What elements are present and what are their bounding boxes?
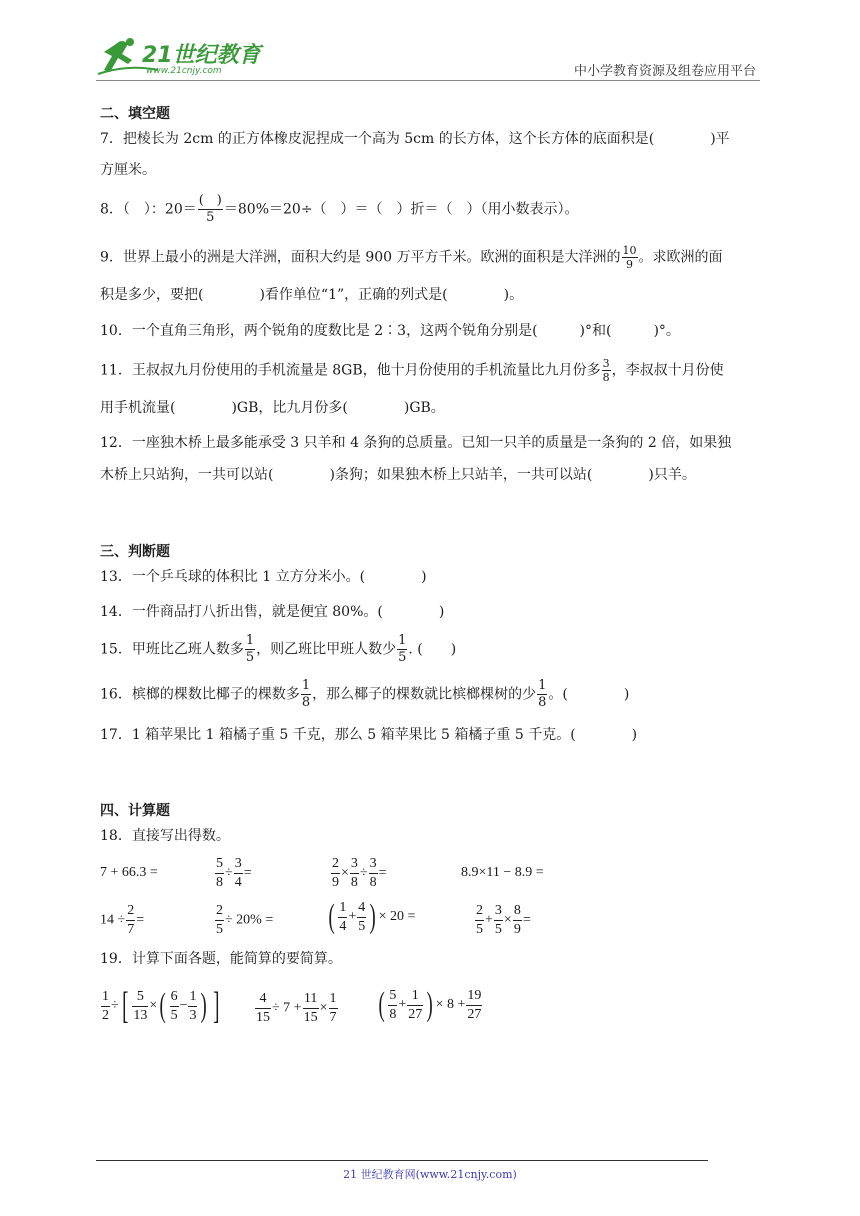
q19-e3-n1: 5 <box>388 987 397 1006</box>
q9-num: 10 <box>622 244 637 257</box>
q18-e8-op1: + <box>485 912 493 928</box>
logo-url: www.21cnjy.com <box>146 66 222 76</box>
q19-e3-n3: 19 <box>466 987 482 1006</box>
q18-e8-op2: × <box>503 912 512 928</box>
logo-text: 21世纪教育 <box>142 43 261 68</box>
q13: 13．一个乒乓球的体积比 1 立方分米小。( ) <box>100 569 427 585</box>
q15-part-b: ，则乙班比甲班人数少 <box>256 641 397 658</box>
q15-part-c: . ( ) <box>408 641 457 658</box>
q19-e3-frac-2 <box>407 987 423 1024</box>
q18-e2-eq: = <box>243 865 252 881</box>
q18-expr-5 <box>100 902 144 939</box>
q18-e8-d1: 5 <box>476 922 483 937</box>
q18-e8-n3: 8 <box>513 902 522 921</box>
left-paren: ( <box>328 898 335 935</box>
q15-den-2: 5 <box>398 650 407 665</box>
q18-e2-op: ÷ <box>225 865 233 881</box>
section-fill-title: 二、填空题 <box>100 106 170 122</box>
q18-expr-7: ( $\frac{1}{4}$ + $\frac{4}{5}$ ) × 20 = <box>328 898 416 935</box>
site-logo[interactable] <box>96 34 261 80</box>
q18-e5-d: 7 <box>127 922 135 937</box>
q18-e7-frac-1 <box>338 899 347 936</box>
q16-part-c: 。( ) <box>548 686 630 703</box>
q19-e3-frac-1 <box>388 987 397 1024</box>
q18-e3-frac-1 <box>331 855 340 892</box>
q11-part-a: 11．王叔叔九月份使用的手机流量是 8GB，他十月份使用的手机流量比九月份多 <box>100 362 601 379</box>
q19-e2-frac-1 <box>255 990 271 1027</box>
q15 <box>100 633 456 666</box>
q19-e1-frac-1 <box>101 988 110 1025</box>
q19-e2-d2: 15 <box>303 1010 318 1025</box>
q19-expr-1: $\frac{1}{2}$ ÷[ $\frac{5}{13}$ ×( $\frac{6}{5}$ − $\frac{1}{3}$ ) ] <box>102 985 220 1027</box>
q18-expr-4: 8.9×11 − 8.9 = <box>461 865 544 880</box>
q19-e1-frac-3 <box>170 988 179 1025</box>
q19-e1-d3: 5 <box>170 1007 178 1023</box>
q19-expr-2: $\frac{4}{15}$ ÷ 7 + $\frac{11}{15}$ × $\frac{1}{7}$ <box>256 991 337 1025</box>
q18-e6-n: 2 <box>215 902 224 921</box>
q8-den: 5 <box>206 210 215 225</box>
q18-e3-frac-3 <box>369 855 378 892</box>
q19-e3-d3: 27 <box>467 1006 482 1022</box>
q8-part-b: ＝80%＝20÷（ ）＝（ ）折＝（ ）（用小数表示）。 <box>223 201 579 218</box>
q8-part-a: 8．（ ）：20＝ <box>100 201 197 218</box>
q18-e2-n2: 3 <box>234 855 243 874</box>
q19-e2-n1: 4 <box>255 990 271 1009</box>
q9-line1 <box>100 244 723 271</box>
q19-title: 19．计算下面各题，能简算的要简算。 <box>100 951 342 967</box>
q18-e8-eq: = <box>522 912 531 928</box>
q16 <box>100 678 629 711</box>
q19-e1-n2: 5 <box>132 988 148 1007</box>
q15-fraction-1 <box>245 633 255 666</box>
q10: 10．一个直角三角形，两个锐角的度数比是 2∶3，这两个锐角分别是( )°和( )°。 <box>100 323 680 339</box>
q18-e8-d2: 5 <box>494 922 502 937</box>
q15-fraction-2 <box>397 633 407 666</box>
q19-e1-n1: 1 <box>101 988 110 1007</box>
q18-e3-n3: 3 <box>369 855 378 874</box>
q19-e2-mid: ÷ 7 + <box>272 1000 302 1016</box>
q18-e7-d2: 5 <box>358 918 366 934</box>
q18-e2-n1: 5 <box>215 855 224 874</box>
right-paren: ) <box>369 898 377 935</box>
q18-e7-n2: 4 <box>357 899 366 918</box>
footer-divider <box>96 1160 708 1161</box>
q18-expr-3 <box>330 855 387 892</box>
q15-num-1: 1 <box>245 633 255 648</box>
q9-line2: 积是多少，要把( )看作单位“1”，正确的列式是( )。 <box>100 287 524 303</box>
q9-part-b: 。求欧洲的面 <box>638 249 723 266</box>
q18-e5-eq: = <box>136 912 145 928</box>
q19-expr-3: ( $\frac{5}{8}$ + $\frac{1}{27}$ ) × 8 + $\frac{19}{27}$ <box>378 986 482 1023</box>
footer-link[interactable]: 21 世纪教育网(www.21cnjy.com) <box>343 1168 517 1181</box>
q16-part-a: 16．槟榔的棵数比椰子的棵数多 <box>100 686 300 703</box>
q18-expr-1: 7 + 66.3 = <box>100 865 158 880</box>
header-divider <box>96 80 760 81</box>
q11-part-b: ，李叔叔十月份使 <box>611 362 724 379</box>
q18-e5-a: 14 ÷ <box>100 912 126 928</box>
left-paren: ( <box>378 986 385 1023</box>
q19-e1-frac-2 <box>132 988 148 1025</box>
q17: 17．1 箱苹果比 1 箱橘子重 5 千克，那么 5 箱苹果比 5 箱橘子重 5 千克。( ) <box>100 727 638 743</box>
q16-num-2: 1 <box>538 678 547 693</box>
q19-e1-d4: 3 <box>189 1007 197 1023</box>
q19-e3-d2: 27 <box>408 1006 423 1022</box>
q18-e8-frac-2 <box>494 902 503 939</box>
q8-num: ( ) <box>198 193 222 208</box>
q18-e2-d1: 8 <box>216 875 223 890</box>
q18-e8-frac-1 <box>475 902 484 939</box>
q16-part-b: ，那么椰子的棵数就比槟榔棵树的少 <box>312 686 537 703</box>
q11-line1 <box>100 357 724 384</box>
q8 <box>100 193 579 226</box>
q9-den: 9 <box>626 258 634 271</box>
q11-line2: 用手机流量( )GB，比九月份多( )GB。 <box>100 400 445 416</box>
q18-e8-n1: 2 <box>475 902 484 921</box>
q18-e8-d3: 9 <box>513 922 521 937</box>
q19-e1-d2: 13 <box>133 1007 148 1023</box>
section-calc-title: 四、计算题 <box>100 803 170 819</box>
q12-line2: 木桥上只站狗，一共可以站( )条狗；如果独木桥上只站羊，一共可以站( )只羊。 <box>100 467 696 483</box>
q19-e1-frac-4 <box>188 988 197 1025</box>
q18-e2-d2: 4 <box>234 875 242 890</box>
q18-e3-n2: 3 <box>350 855 359 874</box>
q19-e3-n2: 1 <box>407 987 423 1006</box>
q7-line1: 7．把棱长为 2cm 的正方体橡皮泥捏成一个高为 5cm 的长方体，这个长方体的底面积是( )平 <box>100 131 730 147</box>
q18-expr-6 <box>214 902 273 939</box>
q18-e7-frac-2 <box>357 899 366 936</box>
q18-e3-d1: 9 <box>332 875 339 890</box>
q18-e6-frac <box>215 902 224 939</box>
q16-fraction-2 <box>537 678 547 711</box>
platform-name: 中小学教育资源及组卷应用平台 <box>573 64 756 79</box>
q16-num-1: 1 <box>301 678 311 693</box>
q11-num: 3 <box>602 357 610 370</box>
q19-e2-d1: 15 <box>256 1010 270 1025</box>
q18-e6-d: 5 <box>216 922 223 937</box>
q19-e3-frac-3 <box>466 987 482 1024</box>
q18-e8-frac-3 <box>513 902 522 939</box>
q18-e3-d2: 8 <box>350 875 358 890</box>
right-paren: ) <box>201 987 208 1024</box>
q8-fraction <box>198 193 223 226</box>
left-paren: ( <box>159 987 167 1024</box>
q18-e5-frac <box>126 902 135 939</box>
q16-den-2: 8 <box>538 695 547 710</box>
q19-e2-n3: 1 <box>329 990 338 1009</box>
q18-e2-frac-1 <box>215 855 224 892</box>
left-bracket: [ <box>121 985 129 1027</box>
q15-part-a: 15．甲班比乙班人数多 <box>100 641 244 658</box>
q18-expr-8 <box>474 902 531 939</box>
q18-e7-rest: × 20 = <box>378 909 416 925</box>
q18-e3-eq: = <box>378 865 387 881</box>
q18-e3-op1: × <box>341 865 349 881</box>
q18-e2-frac-2 <box>234 855 243 892</box>
q11-fraction <box>602 357 611 384</box>
q15-num-2: 1 <box>398 633 407 648</box>
q18-e3-op2: ÷ <box>359 865 368 881</box>
q18-e7-n1: 1 <box>338 899 347 918</box>
q18-expr-2 <box>214 855 252 892</box>
q19-e1-n4: 1 <box>188 988 197 1007</box>
right-bracket: ] <box>212 985 220 1027</box>
q18-e3-d3: 8 <box>369 875 377 890</box>
q16-fraction-1 <box>301 678 311 711</box>
right-paren: ) <box>426 986 434 1023</box>
q19-e2-frac-2 <box>303 990 319 1027</box>
q11-den: 8 <box>602 371 610 384</box>
q18-e3-n1: 2 <box>331 855 340 874</box>
q19-e3-mid: × 8 + <box>435 997 466 1013</box>
q14: 14．一件商品打八折出售，就是便宜 80%。( ) <box>100 604 445 620</box>
q9-fraction <box>622 244 638 271</box>
q19-e3-d1: 8 <box>389 1006 397 1022</box>
q18-title: 18．直接写出得数。 <box>100 828 230 844</box>
section-judge-title: 三、判断题 <box>100 544 170 560</box>
q19-e1-d1: 2 <box>102 1007 109 1023</box>
q15-den-1: 5 <box>245 650 255 665</box>
q18-e7-d1: 4 <box>339 918 347 934</box>
q12-line1: 12．一座独木桥上最多能承受 3 只羊和 4 条狗的总质量。已知一只羊的质量是一条狗的 2 倍，如果独 <box>100 435 732 451</box>
q19-e2-frac-3 <box>329 990 338 1027</box>
q19-e1-n3: 6 <box>170 988 179 1007</box>
q16-den-1: 8 <box>301 695 311 710</box>
q18-e3-frac-2 <box>350 855 359 892</box>
q19-e2-n2: 11 <box>303 990 319 1009</box>
q18-e8-n2: 3 <box>494 902 503 921</box>
q9-part-a: 9．世界上最小的洲是大洋洲，面积大约是 900 万平方千米。欧洲的面积是大洋洲的 <box>100 249 621 266</box>
q18-e5-n: 2 <box>126 902 135 921</box>
q7-line2: 方厘米。 <box>100 162 156 178</box>
q19-e2-d3: 7 <box>329 1010 337 1025</box>
q18-e6-rest: ÷ 20% = <box>225 912 274 928</box>
